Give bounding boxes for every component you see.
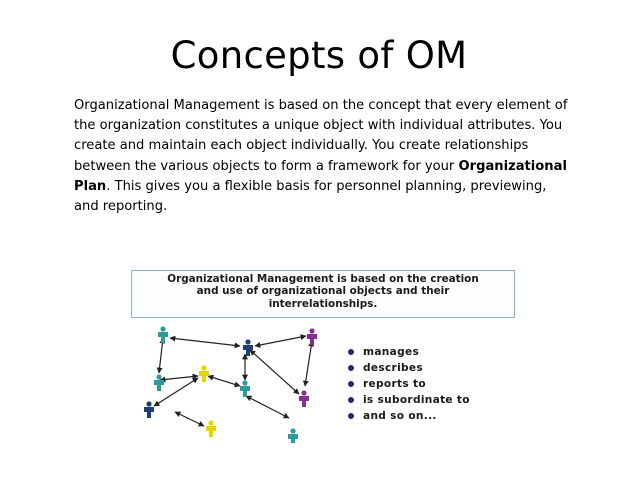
body-text-bold-term: Organizational Plan <box>74 158 567 194</box>
bullet-icon <box>348 349 354 355</box>
person-icons <box>144 326 317 443</box>
list-item <box>348 376 470 392</box>
list-item <box>348 360 470 376</box>
relationship-arrows <box>154 336 312 426</box>
banner-line-1: Organizational Management is based on the creation <box>167 273 479 285</box>
list-item <box>348 344 470 360</box>
purple-person-icon <box>299 390 309 407</box>
slide-title: Concepts of OM <box>170 34 468 77</box>
yellow-person-icon <box>206 420 216 437</box>
teal-person-icon <box>240 380 250 397</box>
navy-person-icon <box>243 339 253 356</box>
banner-line-3: interrelationships. <box>268 298 378 310</box>
bullet-icon <box>348 397 354 403</box>
teal-person-icon <box>288 428 298 443</box>
list-item <box>348 408 470 424</box>
relationship-label: describes <box>363 362 423 374</box>
body-text-part-1: Organizational Management is based on the concept that every element of the organization constitutes a unique object with individual attributes. You create and maintain each object individually. You create relationships between the various objects to form a framework for your <box>74 98 568 174</box>
relationship-label: manages <box>363 346 420 358</box>
teal-person-icon <box>154 374 164 391</box>
navy-person-icon <box>144 401 154 418</box>
bullet-icon <box>348 365 354 371</box>
om-figure <box>130 268 520 443</box>
purple-person-icon <box>307 328 317 345</box>
relationship-label: is subordinate to <box>363 394 470 406</box>
banner-line-2: and use of organizational objects and their <box>196 285 450 297</box>
yellow-person-icon <box>199 365 209 382</box>
list-item <box>348 392 470 408</box>
body-text-part-2: . This gives you a flexible basis for personnel planning, previewing, and reporting. <box>74 178 547 215</box>
bullet-icon <box>348 413 354 419</box>
bullet-icon <box>348 381 354 387</box>
teal-person-icon <box>158 326 168 343</box>
relationship-label: reports to <box>363 378 426 390</box>
slide-body-text <box>74 96 574 217</box>
relationship-list <box>348 344 470 424</box>
relationship-label: and so on... <box>363 410 437 422</box>
